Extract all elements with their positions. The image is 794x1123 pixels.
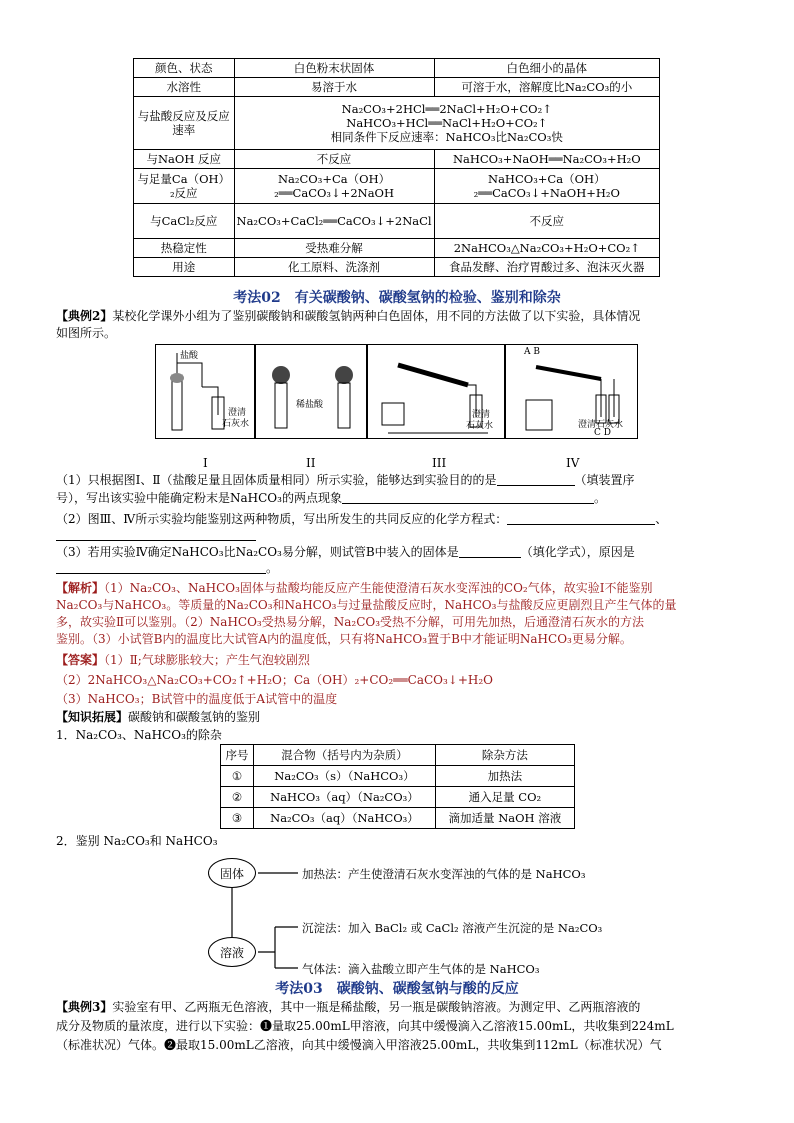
p4-ab-label: A B bbox=[524, 347, 540, 357]
p3-lime-label: 澄清 bbox=[472, 410, 491, 420]
expand-item-2: 2．鉴别 Na₂CO₃和 NaHCO₃ bbox=[56, 834, 218, 848]
property-cell: 与盐酸反应及反应速率 bbox=[134, 97, 235, 150]
answer-line-1: 【答案】（1）Ⅱ;气球膨胀较大；产生气泡较剧烈 bbox=[56, 653, 310, 667]
table-cell: ① bbox=[221, 766, 254, 787]
analysis-line-4: 鉴别。（3）小试管B内的温度比大试管A内的温度低，只有将NaHCO₃置于B中才能证明NaHCO₃更易分解。 bbox=[56, 632, 632, 646]
section-heading-3: 考法03 碳酸钠、碳酸氢钠与酸的反应 bbox=[275, 981, 519, 997]
table-cell: 滴加适量 NaOH 溶液 bbox=[435, 808, 574, 829]
question-1-cont: 号），写出该实验中能确定粉末是NaHCO₃的两点现象 。 bbox=[56, 491, 606, 505]
figure-label-1: I bbox=[203, 456, 208, 470]
table-cell: 通入足量 CO₂ bbox=[435, 787, 574, 808]
solid-node: 固体 bbox=[208, 858, 256, 888]
p1-acid-label: 盐酸 bbox=[180, 351, 199, 361]
value-cell: 白色粉末状固体 bbox=[234, 59, 434, 78]
knowledge-expand: 【知识拓展】碳酸钠和碳酸氢钠的鉴别 bbox=[56, 710, 261, 724]
example3-line-2: 成分及物质的量浓度，进行以下实验：❶量取25.00mL甲溶液，向其中缓慢滴入乙溶液15.00mL，共收集到224mL bbox=[56, 1019, 674, 1033]
table-cell: ② bbox=[221, 787, 254, 808]
analysis-line-2: Na₂CO₃与NaHCO₃。等质量的Na₂CO₃和NaHCO₃与过量盐酸反应时，NaHCO₃与盐酸反应更剧烈且产生气体的量 bbox=[56, 598, 677, 612]
example2-tag: 【典例2】 bbox=[56, 309, 113, 323]
example2-intro-2: 如图所示。 bbox=[56, 326, 117, 340]
figure-label-3: III bbox=[432, 456, 447, 470]
table-cell: 加热法 bbox=[435, 766, 574, 787]
property-cell: 颜色、状态 bbox=[134, 59, 235, 78]
answer-line-3: （3）NaHCO₃；B试管中的温度低于A试管中的温度 bbox=[56, 692, 338, 706]
p3-lime-label-2: 石灰水 bbox=[466, 421, 494, 431]
header-cell: 序号 bbox=[221, 745, 254, 766]
branch-gas: 气体法：滴入盐酸立即产生气体的是 NaHCO₃ bbox=[302, 962, 540, 976]
figure-label-4: IV bbox=[566, 456, 580, 470]
question-3-cont: 。 bbox=[56, 560, 746, 576]
expand-item-1: 1．Na₂CO₃、NaHCO₃的除杂 bbox=[56, 728, 222, 742]
p1-lime-label-2: 石灰水 bbox=[222, 419, 250, 429]
solution-node: 溶液 bbox=[208, 937, 256, 967]
value-cell: Na₂CO₃+2HCl══2NaCl+H₂O+CO₂↑ NaHCO₃+HCl══NaCl+H₂O+CO₂↑ 相同条件下反应速率：NaHCO₃比Na₂CO₃快 bbox=[234, 97, 659, 150]
branch-precipitation: 沉淀法：加入 BaCl₂ 或 CaCl₂ 溶液产生沉淀的是 Na₂CO₃ bbox=[302, 921, 603, 935]
branch-heating: 加热法：产生使澄清石灰水变浑浊的气体的是 NaHCO₃ bbox=[302, 867, 586, 881]
p4-lime-label: 澄清石灰水 bbox=[578, 420, 624, 430]
p2-acid-label: 稀盐酸 bbox=[296, 400, 324, 410]
value-cell: 白色细小的晶体 bbox=[434, 59, 659, 78]
value-cell: 化工原料、洗涤剂 bbox=[234, 258, 434, 277]
example2-intro: 【典例2】某校化学课外小组为了鉴别碳酸钠和碳酸氢钠两种白色固体，用不同的方法做了以下实验，具体情况 bbox=[56, 309, 641, 323]
answer-line-2: （2）2NaHCO₃△Na₂CO₃+CO₂↑+H₂O；Ca（OH）₂+CO₂══CaCO₃↓+H₂O bbox=[56, 673, 494, 687]
value-cell: 不反应 bbox=[234, 150, 434, 169]
value-cell: Na₂CO₃+Ca（OH）₂══CaCO₃↓+2NaOH bbox=[234, 169, 434, 204]
answer-tag: 【答案】 bbox=[56, 653, 105, 667]
p4-cd-label: C D bbox=[594, 428, 611, 438]
value-cell: 受热难分解 bbox=[234, 239, 434, 258]
example3-tag: 【典例3】 bbox=[56, 1000, 113, 1014]
question-2: （2）图Ⅲ、Ⅳ所示实验均能鉴别这两种物质，写出所发生的共同反应的化学方程式： 、 bbox=[56, 512, 668, 526]
property-cell: 与足量Ca（OH）₂反应 bbox=[134, 169, 235, 204]
property-cell: 水溶性 bbox=[134, 78, 235, 97]
property-cell: 热稳定性 bbox=[134, 239, 235, 258]
value-cell: NaHCO₃+NaOH══Na₂CO₃+H₂O bbox=[434, 150, 659, 169]
question-3: （3）若用实验Ⅳ确定NaHCO₃比Na₂CO₃易分解，则试管B中装入的固体是 （填化学式），原因是 bbox=[56, 545, 635, 559]
analysis-tag: 【解析】 bbox=[56, 581, 105, 595]
value-cell: 食品发酵、治疗胃酸过多、泡沫灭火器 bbox=[434, 258, 659, 277]
property-cell: 与NaOH 反应 bbox=[134, 150, 235, 169]
value-cell: 可溶于水，溶解度比Na₂CO₃的小 bbox=[434, 78, 659, 97]
analysis-line-1: 【解析】（1）Na₂CO₃、NaHCO₃固体与盐酸均能反应产生能使澄清石灰水变浑浊的CO₂气体，故实验Ⅰ不能鉴别 bbox=[56, 581, 653, 595]
property-cell: 用途 bbox=[134, 258, 235, 277]
value-cell: 2NaHCO₃△Na₂CO₃+H₂O+CO₂↑ bbox=[434, 239, 659, 258]
value-cell: Na₂CO₃+CaCl₂══CaCO₃↓+2NaCl bbox=[234, 204, 434, 239]
table-cell: Na₂CO₃（s）（NaHCO₃） bbox=[254, 766, 436, 787]
header-cell: 除杂方法 bbox=[435, 745, 574, 766]
analysis-line-3: 多，故实验Ⅱ可以鉴别。（2）NaHCO₃受热易分解，Na₂CO₃受热不分解，可用先加热，后通澄清石灰水的方法 bbox=[56, 615, 645, 629]
section-heading-2: 考法02 有关碳酸钠、碳酸氢钠的检验、鉴别和除杂 bbox=[233, 290, 561, 306]
value-cell: NaHCO₃+Ca（OH）₂══CaCO₃↓+NaOH+H₂O bbox=[434, 169, 659, 204]
example3-line-3: （标准状况）气体。❷最取15.00mL乙溶液，向其中缓慢滴入甲溶液25.00mL，共收集到112mL（标准状况）气 bbox=[56, 1038, 662, 1052]
knowledge-tag: 【知识拓展】 bbox=[56, 710, 129, 724]
example3-line-1: 【典例3】实验室有甲、乙两瓶无色溶液，其中一瓶是稀盐酸，另一瓶是碳酸钠溶液。为测定甲、乙两瓶溶液的 bbox=[56, 1000, 641, 1014]
value-cell: 不反应 bbox=[434, 204, 659, 239]
header-cell: 混合物（括号内为杂质） bbox=[254, 745, 436, 766]
question-1: （1）只根据图Ⅰ、Ⅱ（盐酸足量且固体质量相同）所示实验，能够达到实验目的的是 （填装置序 bbox=[56, 473, 635, 487]
p1-lime-label: 澄清 bbox=[228, 408, 247, 418]
value-cell: 易溶于水 bbox=[234, 78, 434, 97]
table-cell: Na₂CO₃（aq）（NaHCO₃） bbox=[254, 808, 436, 829]
property-cell: 与CaCl₂反应 bbox=[134, 204, 235, 239]
table-cell: ③ bbox=[221, 808, 254, 829]
figure-label-2: II bbox=[306, 456, 316, 470]
table-cell: NaHCO₃（aq）（Na₂CO₃） bbox=[254, 787, 436, 808]
